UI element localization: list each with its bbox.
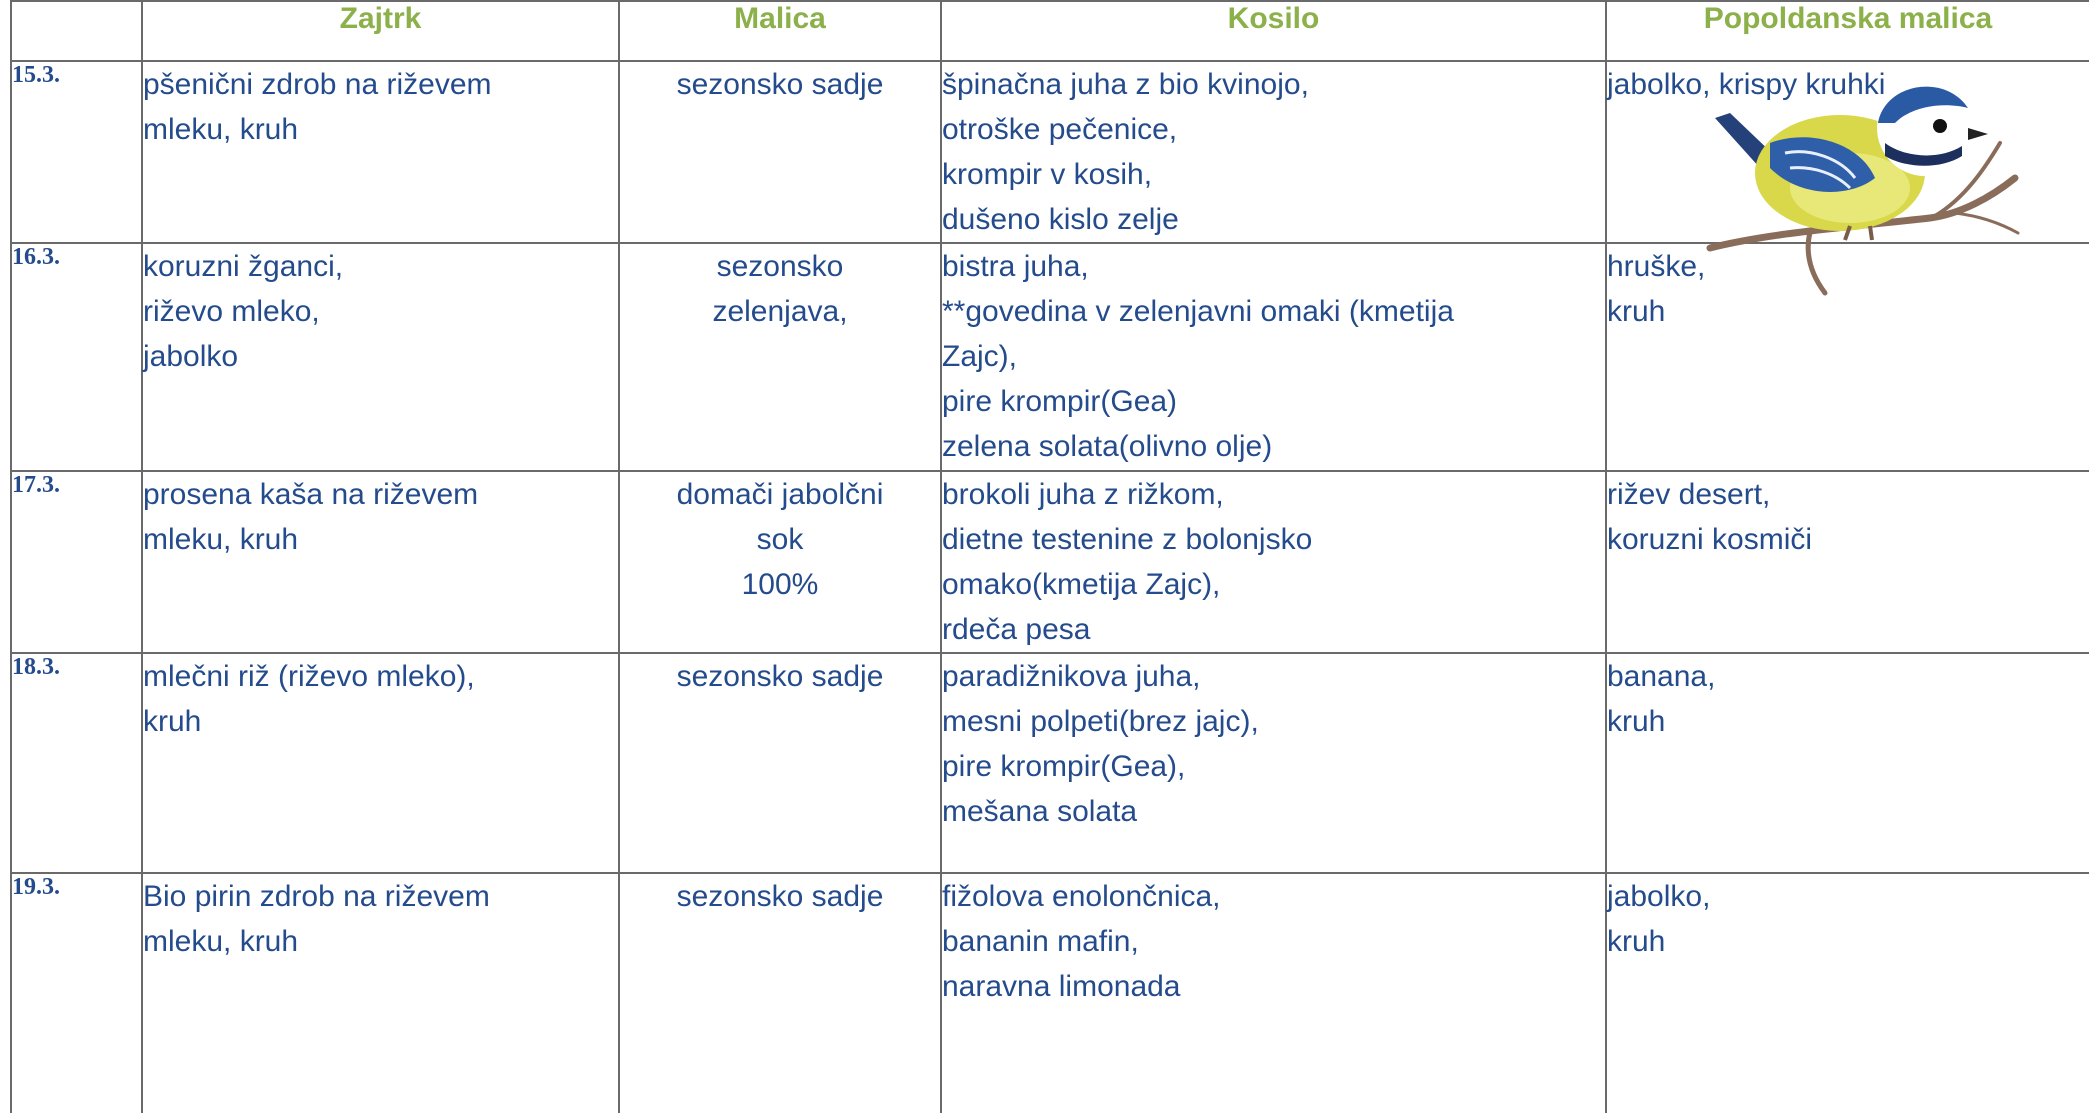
popoldanska-cell xyxy=(1606,471,2089,653)
malica-line: sok xyxy=(756,523,804,556)
kosilo-line: pire krompir(Gea), xyxy=(942,750,1186,783)
popoldanska-line: kruh xyxy=(1607,705,1666,738)
zajtrk-cell xyxy=(142,61,619,243)
malica-line: sezonsko sadje xyxy=(676,880,884,913)
malica-line: zelenjava, xyxy=(712,295,848,328)
kosilo-line: pire krompir(Gea) xyxy=(942,385,1178,418)
date-cell: 19.3. xyxy=(11,873,142,1113)
kosilo-line: naravna limonada xyxy=(942,970,1181,1003)
popoldanska-line: jabolko, krispy kruhki xyxy=(1607,68,1886,101)
malica-line: 100% xyxy=(741,568,819,601)
kosilo-line: zelena solata(olivno olje) xyxy=(942,430,1273,463)
malica-cell xyxy=(619,653,941,873)
kosilo-line: krompir v kosih, xyxy=(942,158,1153,191)
kosilo-line: omako(kmetija Zajc), xyxy=(942,568,1221,601)
kosilo-cell xyxy=(941,243,1606,471)
zajtrk-line: kruh xyxy=(143,705,202,738)
date-cell: 18.3. xyxy=(11,653,142,873)
kosilo-line: špinačna juha z bio kvinojo, xyxy=(942,68,1309,101)
kosilo-line: Zajc), xyxy=(942,340,1017,373)
zajtrk-line: mleku, kruh xyxy=(143,523,299,556)
zajtrk-line: mleku, kruh xyxy=(143,113,299,146)
header-kosilo: Kosilo xyxy=(941,1,1606,61)
zajtrk-line: prosena kaša na riževem xyxy=(143,478,479,511)
zajtrk-cell xyxy=(142,471,619,653)
kosilo-cell xyxy=(941,61,1606,243)
header-malica: Malica xyxy=(619,1,941,61)
zajtrk-line: riževo mleko, xyxy=(143,295,320,328)
zajtrk-line: koruzni žganci, xyxy=(143,250,344,283)
date-cell: 15.3. xyxy=(11,61,142,243)
table-row xyxy=(11,471,2089,653)
kosilo-line: dietne testenine z bolonjsko xyxy=(942,523,1313,556)
zajtrk-cell xyxy=(142,873,619,1113)
popoldanska-cell xyxy=(1606,873,2089,1113)
malica-cell xyxy=(619,61,941,243)
malica-line: domači jabolčni xyxy=(676,478,884,511)
popoldanska-cell xyxy=(1606,653,2089,873)
kosilo-line: dušeno kislo zelje xyxy=(942,203,1179,236)
kosilo-line: otroške pečenice, xyxy=(942,113,1178,146)
date-cell: 17.3. xyxy=(11,471,142,653)
kosilo-line: bananin mafin, xyxy=(942,925,1139,958)
zajtrk-line: pšenični zdrob na riževem xyxy=(143,68,492,101)
header-zajtrk: Zajtrk xyxy=(142,1,619,61)
date-cell: 16.3. xyxy=(11,243,142,471)
table-row xyxy=(11,653,2089,873)
zajtrk-line: mlečni riž (riževo mleko), xyxy=(143,660,475,693)
kosilo-line: brokoli juha z rižkom, xyxy=(942,478,1224,511)
zajtrk-line: jabolko xyxy=(143,340,239,373)
kosilo-cell xyxy=(941,873,1606,1113)
malica-line: sezonsko xyxy=(716,250,844,283)
zajtrk-line: mleku, kruh xyxy=(143,925,299,958)
kosilo-line: rdeča pesa xyxy=(942,613,1091,646)
kosilo-line: mesni polpeti(brez jajc), xyxy=(942,705,1259,738)
malica-cell xyxy=(619,471,941,653)
popoldanska-line: koruzni kosmiči xyxy=(1607,523,1813,556)
kosilo-line: bistra juha, xyxy=(942,250,1089,283)
zajtrk-cell xyxy=(142,653,619,873)
zajtrk-cell xyxy=(142,243,619,471)
popoldanska-line: jabolko, xyxy=(1607,880,1711,913)
popoldanska-line: hruške, xyxy=(1607,250,1706,283)
malica-cell xyxy=(619,873,941,1113)
popoldanska-line: banana, xyxy=(1607,660,1716,693)
kosilo-cell xyxy=(941,471,1606,653)
malica-cell xyxy=(619,243,941,471)
zajtrk-line: Bio pirin zdrob na riževem xyxy=(143,880,490,913)
kosilo-line: fižolova enolončnica, xyxy=(942,880,1221,913)
kosilo-cell xyxy=(941,653,1606,873)
table-row xyxy=(11,873,2089,1113)
kosilo-line: mešana solata xyxy=(942,795,1138,828)
malica-line: sezonsko sadje xyxy=(676,660,884,693)
header-empty xyxy=(11,1,142,61)
popoldanska-line: kruh xyxy=(1607,295,1666,328)
header-popoldanska-malica: Popoldanska malica xyxy=(1606,1,2089,61)
kosilo-line: **govedina v zelenjavni omaki (kmetija xyxy=(942,295,1454,328)
bird-on-branch-icon xyxy=(1700,48,2020,308)
malica-line: sezonsko sadje xyxy=(676,68,884,101)
popoldanska-line: kruh xyxy=(1607,925,1666,958)
popoldanska-line: rižev desert, xyxy=(1607,478,1771,511)
kosilo-line: paradižnikova juha, xyxy=(942,660,1201,693)
